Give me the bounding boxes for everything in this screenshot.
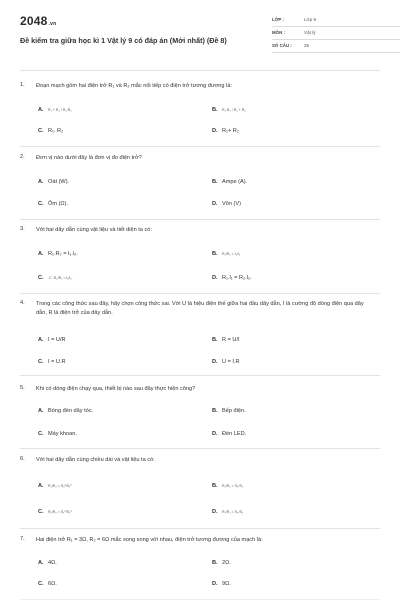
option-value: R₁/R₂ = S₁/S₂ — [222, 483, 244, 488]
meta-row-count — [272, 40, 400, 53]
option-d[interactable] — [212, 580, 231, 588]
option-c[interactable] — [38, 200, 68, 208]
option-value: I = U.R — [48, 359, 66, 365]
option-value: Vôn (V) — [222, 201, 241, 207]
question-text: Với hai dây dẫn cùng vật liệu và tiết diện ta có: — [36, 227, 152, 233]
meta-label: SỐ CÂU : — [272, 43, 292, 48]
option-value: R₁.l₁ = R₂.l₂. — [222, 275, 252, 281]
option-letter: A. — [38, 251, 44, 257]
option-value: 6Ω. — [48, 581, 57, 587]
option-d[interactable] — [212, 430, 246, 438]
logo-suffix: .vn — [48, 21, 57, 27]
option-value: .C. R₂/R₁ = l₁/l₂. — [48, 275, 73, 280]
option-c[interactable] — [38, 430, 77, 438]
question-text: Đoạn mạch gồm hai điện trở R₁ và R₂ mắc nối tiếp có điện trở tương đương là: — [36, 83, 232, 89]
option-value: Ôm (Ω). — [48, 201, 69, 207]
option-value: Bóng đèn dây tóc. — [48, 408, 94, 414]
option-letter: B. — [212, 560, 218, 566]
question-number: 4. — [20, 300, 25, 306]
option-b[interactable] — [212, 106, 246, 114]
meta-row-subject — [272, 27, 400, 40]
option-letter: C. — [38, 581, 44, 587]
option-value: R = U/I — [222, 337, 240, 343]
option-b[interactable] — [212, 482, 243, 490]
divider — [20, 70, 380, 71]
option-c[interactable] — [38, 274, 73, 282]
option-letter: D. — [212, 581, 218, 587]
option-value: Ampe (A). — [222, 179, 248, 185]
option-value: R₁/R₂ = S₂²/S₁² — [48, 483, 72, 488]
meta-row-class — [272, 14, 400, 27]
option-value: I = U/R — [48, 337, 66, 343]
option-a[interactable] — [38, 482, 72, 490]
option-value: R₁/R₂ = S₁²/S₂² — [48, 509, 72, 514]
option-letter: B. — [212, 408, 218, 414]
option-letter: A. — [38, 408, 44, 414]
option-letter: A. — [38, 337, 44, 343]
option-c[interactable] — [38, 358, 66, 366]
option-value: 9Ω. — [222, 581, 231, 587]
site-logo[interactable] — [20, 14, 56, 28]
option-letter: A. — [38, 179, 44, 185]
option-letter: C. — [38, 128, 44, 134]
option-value: Đèn LED. — [222, 431, 247, 437]
option-letter: C. — [38, 359, 44, 365]
option-letter: C. — [38, 275, 44, 281]
divider — [20, 146, 380, 147]
question-text: Trong các công thức sau đây, hãy chọn công thức sai. Với U là hiệu điện thế giữa hai đầu dây dẫn, I là cường độ dòng điện qua dây dẫn, R là điện trở của dây dẫn. — [36, 301, 364, 316]
option-value: 4Ω. — [48, 560, 57, 566]
option-d[interactable] — [212, 200, 241, 208]
option-letter: D. — [212, 359, 218, 365]
page-header — [20, 14, 380, 58]
question-5 — [20, 385, 380, 443]
option-value: R₁/R₂ = l₁/l₂ — [222, 251, 241, 256]
option-c[interactable] — [38, 127, 63, 135]
meta-value: Vật lý — [304, 30, 316, 35]
option-letter: B. — [212, 483, 218, 489]
question-number: 2. — [20, 154, 25, 160]
option-letter: D. — [212, 201, 218, 207]
option-a[interactable] — [38, 336, 66, 344]
option-value: 2Ω. — [222, 560, 231, 566]
option-letter: A. — [38, 560, 44, 566]
divider — [20, 448, 380, 449]
exam-title: Đề kiểm tra giữa học kì 1 Vật lý 9 có đáp án (Mới nhất) (Đề 8) — [20, 36, 227, 45]
question-number: 3. — [20, 226, 25, 232]
option-letter: D. — [212, 275, 218, 281]
option-letter: D. — [212, 128, 218, 134]
option-letter: D. — [212, 509, 218, 515]
divider — [20, 219, 380, 220]
question-number: 5. — [20, 385, 25, 391]
question-text: Với hai dây dẫn cùng chiều dài và vật liệu ta có: — [36, 457, 155, 463]
question-1 — [20, 82, 380, 142]
question-text: Hai điện trở R₁ = 3Ω, R₂ = 6Ω mắc song song với nhau, điện trở tương đương của mạch là: — [36, 537, 263, 543]
option-value: R₁+ R₂ — [222, 128, 239, 134]
option-a[interactable] — [38, 407, 93, 415]
option-d[interactable] — [212, 127, 239, 135]
option-a[interactable] — [38, 178, 69, 186]
option-d[interactable] — [212, 508, 243, 516]
option-value: U = I.R — [222, 359, 240, 365]
option-b[interactable] — [212, 559, 231, 567]
question-text: Khi có dòng điện chạy qua, thiết bị nào sau đây thực hiện công? — [36, 386, 196, 392]
option-letter: B. — [212, 179, 218, 185]
option-value: R₁ + R₂ / R₁.R₂ — [48, 107, 72, 112]
meta-label: LỚP : — [272, 17, 284, 22]
meta-label: MÔN : — [272, 30, 285, 35]
option-value: Máy khoan. — [48, 431, 77, 437]
meta-value: 25 — [304, 43, 310, 48]
option-letter: B. — [212, 251, 218, 257]
option-b[interactable] — [212, 407, 246, 415]
option-value: R₁/R₂ = S₂/S₁ — [222, 509, 244, 514]
option-letter: B. — [212, 337, 218, 343]
option-value: Bếp điện. — [222, 408, 246, 414]
option-letter: D. — [212, 431, 218, 437]
option-letter: A. — [38, 107, 44, 113]
question-6 — [20, 456, 380, 522]
question-4 — [20, 300, 380, 372]
exam-meta — [272, 14, 400, 53]
divider — [20, 293, 380, 294]
divider — [20, 375, 380, 376]
option-b[interactable] — [212, 178, 247, 186]
option-letter: B. — [212, 107, 218, 113]
question-3 — [20, 226, 380, 288]
option-value: R₁. R₂ — [48, 128, 64, 134]
option-b[interactable] — [212, 250, 240, 258]
question-number: 1. — [20, 82, 25, 88]
option-a[interactable] — [38, 559, 57, 567]
option-a[interactable] — [38, 250, 78, 258]
question-2 — [20, 154, 380, 212]
option-letter: C. — [38, 509, 44, 515]
option-letter: C. — [38, 201, 44, 207]
option-c[interactable] — [38, 508, 72, 516]
option-d[interactable] — [212, 358, 240, 366]
option-value: Oát (W). — [48, 179, 70, 185]
question-text: Đơn vị nào dưới đây là đơn vị đo điện trở? — [36, 155, 142, 161]
divider — [20, 528, 380, 529]
logo-text: 2048 — [20, 14, 48, 28]
option-a[interactable] — [38, 106, 72, 114]
option-value: R₁.R₂ / R₁ + R₂ — [222, 107, 246, 112]
option-letter: C. — [38, 431, 44, 437]
meta-value: Lớp 9 — [304, 17, 316, 22]
option-b[interactable] — [212, 336, 240, 344]
question-7 — [20, 536, 380, 596]
question-number: 6. — [20, 456, 25, 462]
option-d[interactable] — [212, 274, 252, 282]
option-value: R₁.R₂ = l₁.l₂. — [48, 251, 78, 257]
option-letter: A. — [38, 483, 44, 489]
option-c[interactable] — [38, 580, 57, 588]
question-number: 7. — [20, 536, 25, 542]
